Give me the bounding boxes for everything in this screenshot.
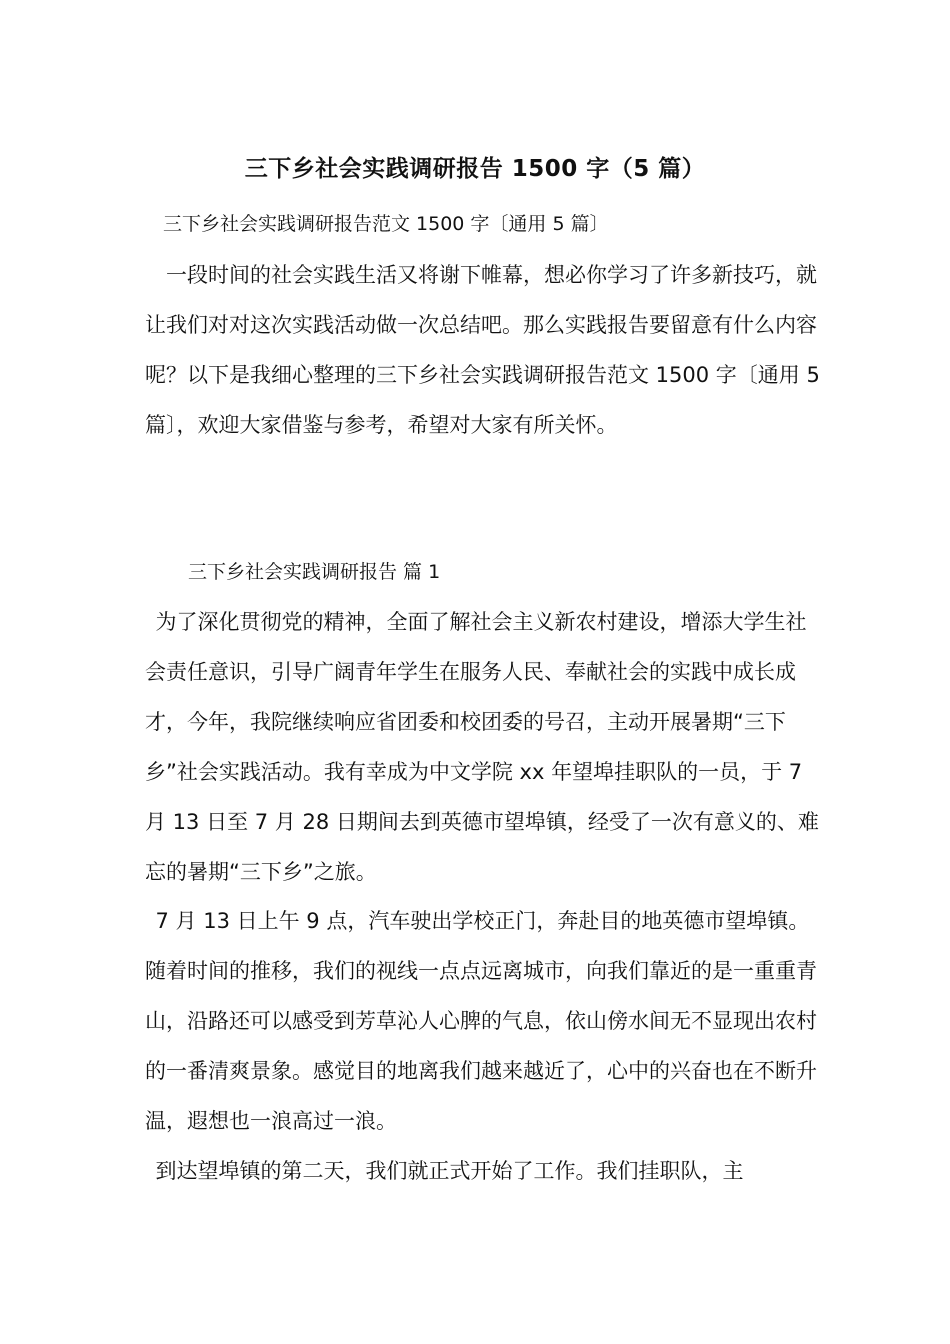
paragraph-text: 7 月 13 日上午 9 点，汽车驶出学校正门，奔赴目的地英德市望埠镇。随着时间的推移，我们的视线一点点远离城市，向我们靠近的是一重重青山，沿路还可以感受到芳草沁人心脾的气息，依山傍水间无不显现出农村的一番清爽景象。感觉目的地离我们越来越近了，心中的兴奋也在不断升温，遐想也一浪高过一浪。 — [145, 909, 817, 1133]
paragraph-text: 为了深化贯彻党的精神，全面了解社会主义新农村建设，增添大学生社会责任意识，引导广阔青年学生在服务人民、奉献社会的实践中成长成才，今年，我院继续响应省团委和校团委的号召，主动开展暑期“三下乡”社会实践活动。我有幸成为中文学院 xx 年望埠挂职队的一员，于 7 月 13 日至 7 月 28 日期间去到英德市望埠镇，经受了一次有意义的、难忘的暑期“三下乡”之旅。 — [145, 610, 819, 884]
intro-paragraph — [145, 250, 825, 450]
paragraph-text: 到达望埠镇的第二天，我们就正式开始了工作。我们挂职队，主 — [155, 1159, 744, 1183]
intro-text: 一段时间的社会实践生活又将谢下帷幕，想必你学习了许多新技巧，就让我们对对这次实践活动做一次总结吧。那么实践报告要留意有什么内容呢？以下是我细心整理的三下乡社会实践调研报告范文 1500 字〔通用 5 篇〕，欢迎大家借鉴与参考，希望对大家有所关怀。 — [145, 263, 820, 437]
body-paragraph — [145, 597, 825, 897]
document-title: 三下乡社会实践调研报告 1500 字（5 篇） — [244, 156, 706, 182]
body-paragraph — [145, 896, 825, 1146]
document-subtitle: 三下乡社会实践调研报告范文 1500 字〔通用 5 篇〕 — [163, 213, 609, 235]
section-heading: 三下乡社会实践调研报告 篇 1 — [188, 561, 441, 583]
body-paragraph — [145, 1146, 825, 1196]
